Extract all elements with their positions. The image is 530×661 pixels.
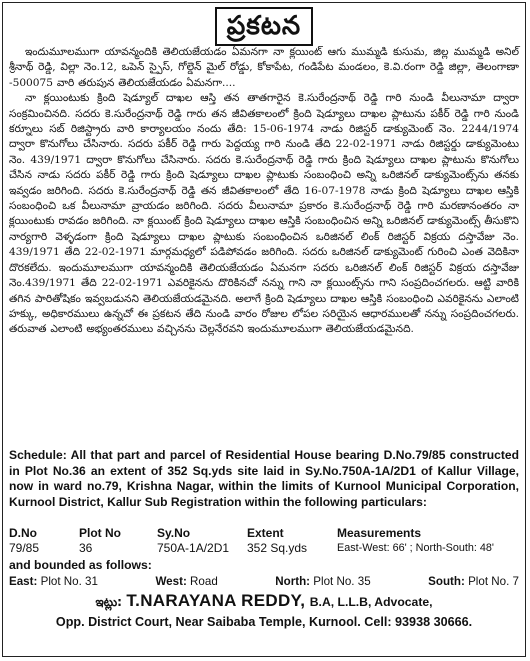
boundary-south-value: Plot No. 7 <box>468 575 519 588</box>
signature-prefix: ఇట్లు: <box>95 595 122 609</box>
header-dno: D.No <box>9 526 37 540</box>
boundary-north-value: Plot No. 35 <box>313 575 371 588</box>
header-sy-no: Sy.No <box>157 526 191 540</box>
schedule-label: Schedule: <box>9 448 67 462</box>
boundary-west-label: West: <box>155 575 187 588</box>
schedule-section <box>9 448 519 510</box>
title-wrap <box>3 7 525 46</box>
boundary-south <box>428 575 519 588</box>
boundaries <box>9 575 519 588</box>
bounded-label: and bounded as follows: <box>9 558 152 572</box>
main-paragraph: నా క్లయింటుకు క్రింది షెడ్యూల్ దాఖల ఆస్తి తన తాతగారైన కె.సురేంద్రనాథ్ రెడ్డి గారి నుండి వీలునామా ద్వారా సంక్రమించినది. సదరు కె.సురేంద్రనాథ్ రెడ్డి గారు తన జీవితకాలంలో క్రింది షెడ్యూలు దాఖల ప్లాటును పకీర్ రెడ్డి గారి నుండి కర్నూలు సబ్ రిజిస్ట్రారు వారి కార్యాలయం నందు తేది: 15-06-1974 నాడు రిజిస్టర్ డాక్యుమెంట్ నెం. 2244/1974 ద్వారా కొనుగోలు చేసినారు. సదరు పకీర్ రెడ్డి గారు పెద్దయ్య గారి నుండి తేది 22-02-1971 నాడు రిజిస్టర్డు డాక్యుమెంటు నెం. 439/1971 ద్వారా కొనుగోలు చేసినారు. సదరు కె.సురేంద్రనాథ్ రెడ్డి గారు క్రింది షెడ్యూలు దాఖల ప్లాటును కొనుగోలు చేసిన నాడు సదరు పకీర్ రెడ్డి గారు క్రింది షెడ్యూలు దాఖల ప్లాటుకు సంబంధించి అన్ని ఒరిజినల్ డాక్యుమెంట్స్‌ను తనకు ఇవ్వడం జరిగింది. సదరు కె.సురేంద్రనాథ్ రెడ్డి తన జీవితకాలంలో తేది 16-07-1978 నాడు క్రింది షెడ్యూలు దాఖల ఆస్తికి సంబంధించి ఒక వీలునామా వ్రాయడం జరిగింది. సదరు వీలునామా ప్రకారం కె.సురేంద్రనాథ్ రెడ్డి గారి మరణానంతరం నా క్లయింటుకు రావడం జరిగింది. నా క్లయింట్ క్రింది షెడ్యూలు దాఖల ఆస్తికి సంబంధించిన అన్ని ఒరిజినల్ డాక్యుమెంట్స్ తీసుకొని నార్యగారి వెళ్ళడంగా క్రింది షెడ్యూలు దాఖల ప్లాటుకు సంబంధించిన ఒరిజినల్ లింక్ రిజిస్టర్ విక్రయ దస్తావేజు నెం. 439/1971 తేది 22-02-1971 మార్గమధ్యలో పడిపోవడం జరిగింది. సదరు ఒరిజినల్ డాక్యుమెంట్ గురించి ఎంత వెదికినా దొరకలేదు. ఇందుమూలముగా యావన్మందికి తెలియజేయడం ఏమనగా సదరు ఒరిజినల్ లింక్ రిజిస్టర్ విక్రయ దస్తావేజు నెం.439/1971 తేది 22-02-1971 ఎవరికైనను దొరికినచో నన్ను గాని నా క్లయింట్స్‌ను గాని సంప్రదించగలరు. ఆట్టి వారికి తగిన పారితోషికం ఇవ్వబడునని తెలియజేయడమైనది. అలాగే క్రింది షెడ్యూలు దాఖల ఆస్తికి సంబంధించి ఎవరికైనను ఎలాంటి హక్కు, అధికారములు ఉన్నచో ఈ ప్రకటన తేది నుండి వారం రోజుల లోపల సరియైన ఆధారములతో నన్ను సంప్రదించగలరు. తరువాత ఎలాంటి అభ్యంతరములు వచ్చినను చెల్లనేరవని ఇందుమూలముగా తెలియజేయడమైనది. <box>9 92 519 336</box>
schedule-text: All that part and parcel of Residential House bearing D.No.79/85 constructed in Plot No.36 an extent of 352 Sq.yds site laid in Sy.No.750A-1A/2D1 of Kallur Village, now in ward no.79, Krishna Nagar, within the limits of Kurnool Municipal Corporation, Kurnool District, Kallur Sub Registration within the following particulars: <box>9 448 519 509</box>
table-header-row <box>9 526 519 541</box>
notice-body <box>9 45 519 338</box>
header-extent: Extent <box>247 526 284 540</box>
boundary-east-label: East: <box>9 575 38 588</box>
boundary-west <box>155 575 217 588</box>
boundary-north-label: North: <box>275 575 311 588</box>
cell-dno: 79/85 <box>9 540 40 555</box>
boundary-east <box>9 575 98 588</box>
intro-paragraph: ఇందుమూలముగా యావన్మందికి తెలియజేయడం ఏమనగా నా క్లయింట్ ఆగు ముమ్మడి కుసుమ, జిల్ల ముమ్మడి అనిల్ శ్రీనాథ్ రెడ్డి, విల్లా నెం.12, ఒపెన్ స్పైస్, గోల్డెన్ మైల్ రోడ్డు, కోకాపేట, గండిపేట మండలం, కె.వి.రంగా రెడ్డి జిల్లా, తెలంగాణా -500075 వారి తరుపున తెలియజేయడం ఏమనగా.... <box>9 46 519 89</box>
boundary-south-label: South: <box>428 575 465 588</box>
header-plot-no: Plot No <box>79 526 121 540</box>
cell-sy-no: 750A-1A/2D1 <box>157 540 230 555</box>
notice-frame <box>2 2 526 657</box>
cell-measurements: East-West: 66' ; North-South: 48' <box>337 541 494 554</box>
advocate-address: Opp. District Court, Near Saibaba Temple, Kurnool. Cell: 93938 30666. <box>55 615 473 629</box>
header-measurements: Measurements <box>337 526 422 540</box>
boundary-east-value: Plot No. 31 <box>40 575 98 588</box>
table-row <box>9 541 519 556</box>
advocate-name: T.NARAYANA REDDY, <box>126 591 306 610</box>
notice-title: ప్రకటన <box>215 7 313 46</box>
cell-plot-no: 36 <box>79 540 93 555</box>
boundary-north <box>275 575 370 588</box>
advocate-qualifications: B.A, L.L.B, Advocate, <box>309 595 433 609</box>
boundary-west-value: Road <box>190 575 218 588</box>
particulars-table <box>9 526 519 555</box>
signature <box>3 591 525 612</box>
cell-extent: 352 Sq.yds <box>247 540 308 555</box>
